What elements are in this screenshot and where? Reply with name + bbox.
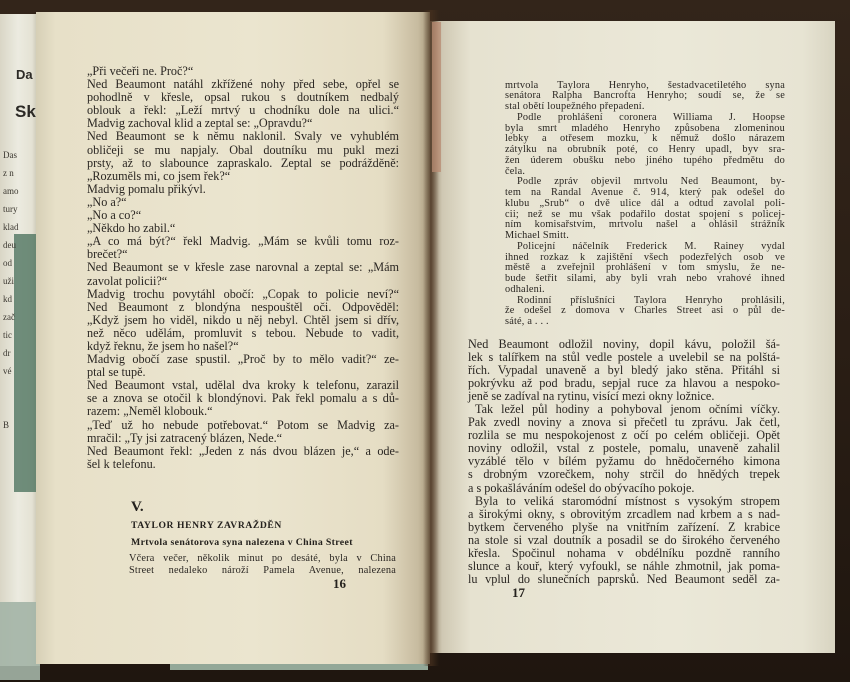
article-text-line: Rodinní příslušníci Taylora Henryho prohlásili, <box>517 294 785 306</box>
left-page-text-line: oblouk a řekl: „Leží mrtvý u chodníku dole na ulici.“ <box>87 103 399 118</box>
left-page-text-line: Madvig trochu povytáhl obočí: „Copak to policie neví?“ <box>87 286 399 301</box>
left-page-text-line: „Někdo ho zabil.“ <box>87 221 176 236</box>
article-text-line: bude šetřit silami, aby byli vrah nebo vrahové ihned <box>505 273 785 284</box>
left-page-text-line: razem: „Neměl klobouk.“ <box>87 404 213 419</box>
flap-text-fragment: kd <box>3 294 12 304</box>
right-page-text-line: rozlila se mu nespokojenost z očí po celém obličeji. Opět <box>468 428 780 443</box>
article-text-line: že odešel z domova v Charles Street asi o půl de- <box>505 305 785 317</box>
right-page-text-line: s drobným vzorečkem, nohy strčil do hnědých trepek <box>468 467 780 482</box>
right-page-text-line: vyzáblé tělo v bílém pyžamu do hnědočerného kimona <box>468 454 780 469</box>
right-page-text-line: Pak zvedl noviny a znova si přečetl tu zprávu. Jak četl, <box>468 415 780 430</box>
article-headline: TAYLOR HENRY ZAVRAŽDĚN <box>131 520 282 531</box>
article-text-line: byla smrt mladého Henryho způsobena zlomeninou <box>505 122 785 134</box>
article-text-line: cii; než se mu však podařilo dostat spojení s policej- <box>505 208 785 220</box>
article-text-line: městě a zveřejnil prohlášení v tom smyslu, že ne- <box>505 262 785 274</box>
right-page-text-line: Byla to veliká staromódní místnost s vysokým stropem <box>475 493 780 508</box>
left-page-text-line: Ned Beaumont natáhl zkřížené nohy před sebe, opřel se <box>87 77 399 92</box>
right-page-body-text <box>468 336 780 587</box>
left-page-text-line: Ned Beaumont vstal, udělal dva kroky k telefonu, zarazil <box>87 378 399 393</box>
article-text-line: mrtvola Taylora Henryho, šestadvacetiletého syna <box>505 79 785 91</box>
right-page-text-line: Ned Beaumont odložil noviny, dopil kávu, položil šá- <box>468 336 780 351</box>
flap-text-fragment: Sk <box>15 102 36 121</box>
flap-text-fragment: Da <box>16 67 33 82</box>
article-text-line: Policejní náčelník Frederick M. Rainey vydal <box>517 240 785 252</box>
jacket-bottom-corner <box>0 602 40 680</box>
dust-jacket-flap <box>0 14 40 666</box>
left-page-text-line: Ned Beaumont se v křesle zase narovnal a zeptal se: „Mám <box>87 260 399 275</box>
left-page-text-line: Ned Beaumont z blondýna nespouštěl oči. Odpověděl: <box>87 299 399 314</box>
right-page-text-line: Tak ležel půl hodiny a pohyboval jenom očními víčky. <box>475 401 780 416</box>
left-page-text-line: „No a co?“ <box>87 208 142 223</box>
left-page-text-line: se a znova se otočil k blondýnovi. Pak řekl pomalu a s dů- <box>87 391 399 406</box>
flap-text-fragment: tic <box>3 330 12 340</box>
flap-text-fragment: klad <box>3 222 19 232</box>
article-text-line: klubu „Srub“ o dvě ulice dál a odtud zavolal poli- <box>505 197 785 209</box>
article-text-line: Podle prohlášení coronera Williama J. Hoopse <box>517 111 785 123</box>
left-page-text-line: než něco udělám, promluvit s tebou. Nebude to vadit, <box>87 325 399 340</box>
article-text-line: Včera večer, několik minut po desáté, byla v China <box>129 553 396 564</box>
flap-text-fragment: B <box>3 420 10 430</box>
page-number-left: 16 <box>333 576 346 591</box>
article-text-line: odhaleni. <box>505 283 545 295</box>
left-page-text-line: „Při večeři ne. Proč?“ <box>87 64 194 78</box>
left-page-text-line: „Když jsem ho viděl, nikdo u něj nebyl. Chtěl jsem si dřív, <box>87 312 399 327</box>
flap-text-fragment: od <box>3 258 12 268</box>
left-page-text-line: „No a?“ <box>87 194 127 209</box>
right-page-text-line: a s pokašláváním odešel do obývacího pokoje. <box>468 480 695 495</box>
flap-text-fragment: vé <box>3 366 12 376</box>
right-page-text-line: a širokými okny, s obrovitým zrcadlem nad krbem a s nad- <box>468 506 780 521</box>
article-text-line: Podle zpráv objevil mrtvolu Ned Beaumont, by- <box>517 176 785 188</box>
right-page-text-line: jeně se zadíval na rytinu, visící mezi okny ložnice. <box>468 388 715 403</box>
left-page-text-line: Ned Beaumont řekl: „Jeden z nás dvou blázen je,“ a ode- <box>87 443 399 458</box>
left-page-text-line: „A co má být?“ řekl Madvig. „Mám se kvůli tomu roz- <box>87 234 399 249</box>
article-text-line: lebky a otřesem mozku, k němuž došlo nárazem <box>505 133 785 145</box>
right-page-text-line: řích. Vypadal unaveně a byl bledý jako stěna. Přitáhl si <box>468 362 780 377</box>
right-page-text-line: lu vplul do slunečních paprsků. Ned Beaumont seděl za- <box>468 572 780 587</box>
chapter-number: V. <box>131 499 144 515</box>
article-text-line: žen úderem obušku nebo jiného tupého předmětu do <box>505 154 785 166</box>
article-text-line: zátylku na obrubník poté, co Henry upadl, byv sra- <box>505 144 785 155</box>
left-page-text-line: prsty, až to slabounce zapraskalo. Zeptal se podrážděně: <box>87 155 399 170</box>
left-page-text-line: Madvig zachoval klid a zeptal se: „Opravdu?“ <box>87 116 313 131</box>
left-page-text-line: zavolat policii?“ <box>87 273 168 288</box>
flap-text-fragment: tury <box>3 204 18 214</box>
newspaper-article-text <box>505 81 785 328</box>
flap-text-fragment: zač <box>3 312 15 322</box>
left-page-text-line: obličeji se mu napjaly. Obal doutníku mu pukl mezi <box>87 142 399 157</box>
article-text-line: stal obětí loupežného přepadení. <box>505 101 645 112</box>
left-page-text-line: „Teď už ho nebude potřebovat.“ Potom se Madvig za- <box>87 417 399 432</box>
flap-text-fragment: deu <box>3 240 16 250</box>
flap-text-fragment: z n <box>3 168 14 178</box>
left-page-text-line: „Rozuměls mi, co jsem řek?“ <box>87 168 231 183</box>
article-lead-text <box>129 553 396 577</box>
article-text-line: senátora Ralpha Bancrofta Henryho; soudí se, že se <box>505 90 785 102</box>
right-page-text-line: bytkem červeného plyše na vnitřním zařízení. Z krabice <box>468 519 780 534</box>
left-page-text-line: brečet?“ <box>87 247 128 262</box>
left-page-text-line: Ned Beaumont se k němu naklonil. Svaly ve vyhublém <box>87 129 399 144</box>
right-page-text-line: na stole si vzal doutník a posadil se do širokého červeného <box>468 532 780 547</box>
flap-text-fragment: amo <box>3 186 19 196</box>
flap-text-fragment: Das <box>3 150 17 160</box>
article-text-line: tem na Randal Avenue č. 914, který pak odešel do <box>505 187 785 198</box>
left-page-text-line: ptal se tupě. <box>87 365 146 380</box>
left-page-text-line: když řeknu, že jsem ho našel?“ <box>87 338 239 353</box>
left-page-text-line: šel k telefonu. <box>87 456 156 471</box>
left-page-text-line: Madvig obočí zase spustil. „Proč by to mělo vadit?“ ze- <box>87 352 399 367</box>
left-page-text-line: pohodlně v křesle, opsal rukou s doutníkem nedbalý <box>87 90 399 105</box>
article-text-line: ním komisařstvím, mrtvolu našel a ohlásil strážník <box>505 219 785 231</box>
left-page-body-text <box>87 64 399 471</box>
jacket-green-band <box>14 234 38 492</box>
right-page-text-line: křesla. Spočinul nohama v obdélníku pozdně ranního <box>468 546 780 560</box>
article-text-line: sáté, a . . . <box>505 316 549 327</box>
article-text-line: Street nedaleko nároží Pamela Avenue, nalezena <box>129 565 396 576</box>
article-text-line: ihned rozkaz k zajištění všech podezřelých osob ve <box>505 251 785 263</box>
left-page-text-line: Madvig pomalu přikývl. <box>87 181 206 196</box>
torn-spine-edge <box>432 22 441 172</box>
right-page-text-line: slunce a kouř, který vyfoukl, se náhle zhmotnil, jak poma- <box>468 559 780 574</box>
article-text-line: čela. <box>505 165 526 177</box>
right-page-text-line: pokrývku až pod bradu, sepjal ruce za hlavou a nespoko- <box>468 375 780 390</box>
flap-text-fragment: uži <box>3 276 14 286</box>
article-text-line: Michael Smitt. <box>505 230 570 241</box>
article-subheadline: Mrtvola senátorova syna nalezena v China Street <box>131 537 353 548</box>
flap-text-fragment: dr <box>3 348 11 358</box>
right-page-text-line: noviny odložil, vstal z postele, pomalu, unaveně zahalil <box>468 441 780 456</box>
right-page-text-line: lek s talířkem na stůl vedle postele a uvelebil se na polštá- <box>468 349 780 364</box>
page-number-right: 17 <box>512 585 525 600</box>
left-page-text-line: mračil: „Ty jsi zatracený blázen, Nede.“ <box>87 430 283 445</box>
